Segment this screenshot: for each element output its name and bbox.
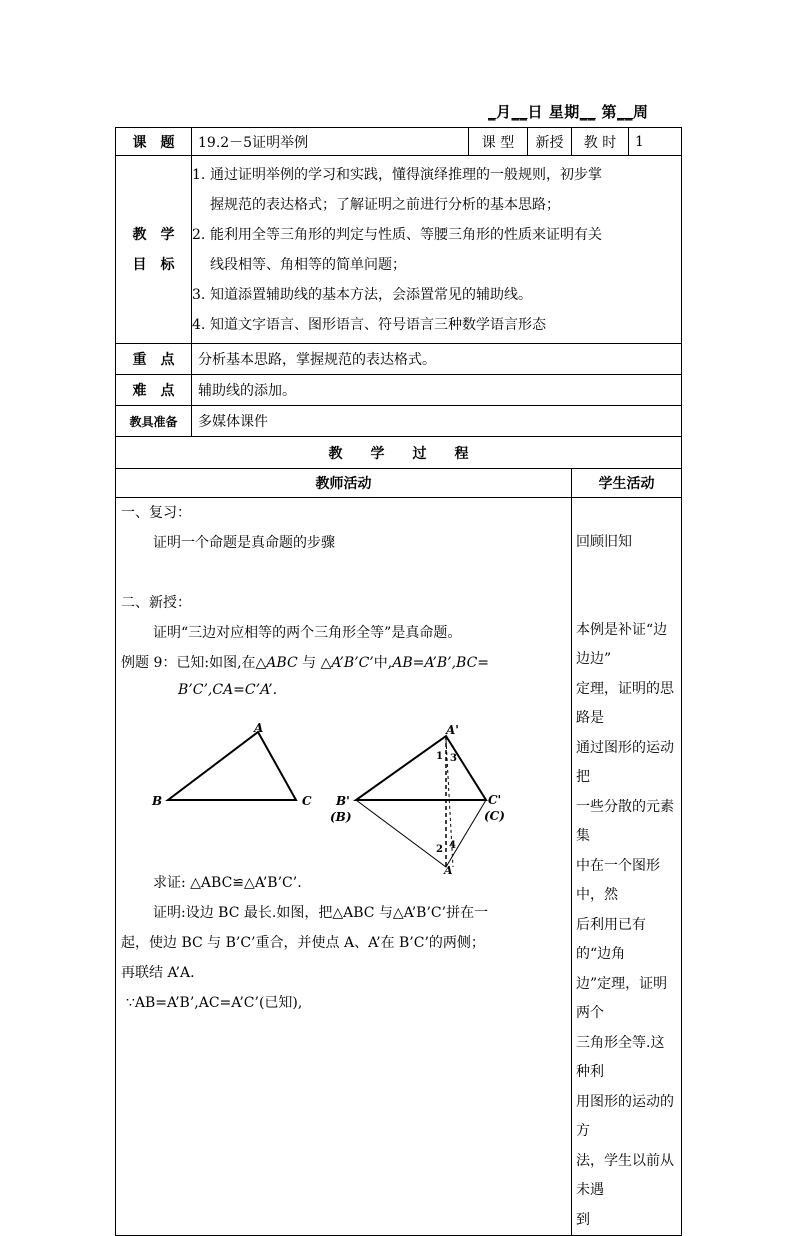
student-note-line: 通过图形的运动把 (576, 739, 674, 785)
triangle-abc (168, 732, 296, 800)
label-B1: B' (336, 794, 350, 808)
prove-goal: 求证: △ABC≌△A’B’C’. (153, 875, 302, 891)
label-A1: A' (446, 723, 459, 737)
activity-header-row (116, 469, 682, 498)
week-blank: __ (617, 103, 634, 121)
proof-line-1: 证明:设边 BC 最长.如图，把△ABC 与△A’B’C’拼在一 (153, 905, 489, 921)
student-note-line: 定理，证明的思路是 (576, 680, 674, 726)
label-A-left: A (254, 721, 264, 735)
student-note-line: 用图形的运动的方 (576, 1093, 674, 1139)
type-label: 课 型 (469, 128, 528, 156)
materials-value: 多媒体课件 (192, 406, 682, 437)
teacher-activity-header: 教师活动 (116, 469, 572, 498)
student-note-line: 中在一个图形中，然 (576, 857, 660, 903)
angle-4: 4 (449, 840, 456, 851)
topic-row (116, 128, 682, 156)
goals-content: 1. 通过证明举例的学习和实践，懂得演绎推理的一般规则，初步掌 握规范的表达格式；了解证明之前进行分析的基本思路； 2. 能利用全等三角形的判定与性质、等腰三角形的性质来证明有关 线段相等、角相等的简单问题； 3. 知道添置辅助线的基本方法，会添置常见的辅助线。 4. 知道文字语言、图形语言、符号语言三种数学语言形态 (192, 156, 682, 344)
topic-value: 19.2－5证明举例 (192, 128, 469, 156)
example-line-2: B’C’,CA=C’A’. (178, 682, 278, 698)
triangle-a1b1c1 (356, 736, 486, 800)
key-point-value: 分析基本思路，掌握规范的表达格式。 (192, 344, 682, 375)
example-line: 例题 9：已知:如图,在△ABC 与 △A’B’C’中,AB=A’B’,BC= (121, 655, 490, 671)
angle-2: 2 (436, 844, 443, 855)
process-title-row (116, 437, 682, 469)
goal-item: 4. 知道文字语言、图形语言、符号语言三种数学语言形态 (192, 316, 546, 333)
month-blank: _ (488, 103, 496, 121)
difficulty-row (116, 375, 682, 406)
difficulty-label: 难 点 (116, 375, 192, 406)
triangle-figure (146, 720, 546, 875)
label-C-left: C (302, 794, 312, 808)
process-title: 教学过程 (116, 437, 682, 469)
student-note-line: 三角形全等.这种利 (576, 1034, 665, 1080)
goals-label-line1: 教 学 (132, 226, 175, 243)
day-blank-a: _ (511, 103, 520, 121)
new-title: 二、新授： (121, 595, 191, 611)
week-suffix: 周 (633, 103, 649, 121)
student-note-line: 到 (576, 1211, 590, 1228)
day-label: 日 (527, 103, 544, 121)
date-line (488, 101, 649, 122)
student-review-note: 回顾旧知 (576, 534, 632, 550)
type-value: 新授 (528, 128, 572, 156)
angle-3: 3 (450, 753, 457, 764)
proof-line-2: 起，使边 BC 与 B’C’重合，并使点 A、A’在 B’C’的两侧； (121, 935, 485, 951)
day-blank-b: _ (519, 103, 528, 121)
key-point-label: 重 点 (116, 344, 192, 375)
student-note-line: 边”定理，证明两个 (576, 975, 668, 1021)
triangle-abc-moved (356, 800, 486, 867)
goal-item: 1. 通过证明举例的学习和实践，懂得演绎推理的一般规则，初步掌 (192, 166, 602, 183)
materials-row (116, 406, 682, 437)
label-A-bottom: A (444, 864, 453, 875)
student-note-line: 一些分散的元素集 (576, 798, 674, 844)
student-note-line: 本例是补证“边边边” (576, 621, 668, 667)
materials-label: 教具准备 (116, 406, 192, 437)
goals-label (116, 156, 192, 344)
hours-label: 教 时 (572, 128, 629, 156)
proof-line-4: ∵AB=A’B’,AC=A’C’(已知), (126, 995, 303, 1011)
label-B-left: B (152, 794, 163, 808)
teacher-activity (116, 498, 572, 1236)
label-B-paren: (B) (330, 810, 352, 824)
student-activity (572, 498, 682, 1236)
angle-1: 1 (436, 751, 443, 762)
weekday-label: 星期 (548, 103, 580, 121)
goals-label-line2: 目 标 (132, 256, 175, 273)
proof-line-3: 再联结 A’A. (121, 965, 195, 981)
difficulty-value: 辅助线的添加。 (192, 375, 682, 406)
month-label: 月 (496, 103, 512, 121)
goal-item: 3. 知道添置辅助线的基本方法，会添置常见的辅助线。 (192, 286, 532, 303)
goal-item: 2. 能利用全等三角形的判定与性质、等腰三角形的性质来证明有关 (192, 226, 602, 243)
weekday-blank: __ (579, 103, 596, 121)
review-title: 一、复习： (121, 505, 191, 521)
label-C-paren: (C) (484, 809, 505, 823)
lesson-plan-table (115, 127, 682, 1236)
goals-row (116, 156, 682, 344)
activity-content-row (116, 498, 682, 1236)
week-prefix: 第 (601, 103, 618, 121)
prove-statement: 证明“三边对应相等的两个三角形全等”是真命题。 (153, 625, 462, 641)
student-activity-header: 学生活动 (572, 469, 682, 498)
hours-value: 1 (629, 128, 682, 156)
key-point-row (116, 344, 682, 375)
topic-label: 课 题 (116, 128, 192, 156)
review-text: 证明一个命题是真命题的步骤 (153, 535, 335, 551)
label-C1: C' (488, 793, 502, 807)
student-note-line: 后利用已有的“边角 (576, 916, 646, 962)
student-note-line: 法，学生以前从未遇 (576, 1152, 674, 1198)
